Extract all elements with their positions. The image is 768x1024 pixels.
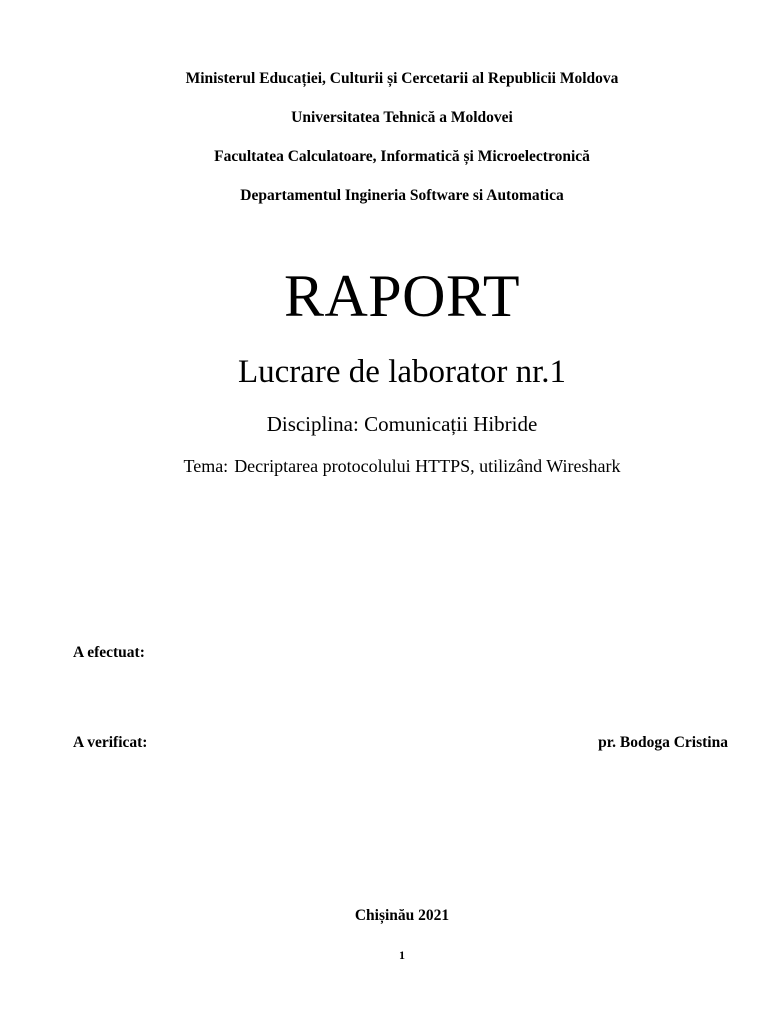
performed-by-label: A efectuat:: [73, 644, 145, 661]
university-heading: Universitatea Tehnică a Moldovei: [291, 109, 513, 126]
department-heading: Departamentul Ingineria Software si Automatica: [240, 187, 564, 204]
topic-text: Decriptarea protocolului HTTPS, utilizând Wireshark: [234, 456, 621, 476]
page-number: 1: [399, 948, 405, 962]
faculty-heading: Facultatea Calculatoare, Informatică și Microelectronică: [214, 148, 590, 165]
discipline-line: Disciplina: Comunicații Hibride: [266, 412, 538, 436]
verified-by-label: A verificat:: [73, 734, 148, 751]
lab-work-subtitle: Lucrare de laborator nr.1: [237, 354, 566, 390]
verifier-name: pr. Bodoga Cristina: [598, 734, 728, 751]
topic-label: Tema:: [183, 456, 229, 476]
topic-line: [18, 456, 768, 477]
report-title: RAPORT: [283, 263, 521, 329]
ministry-heading: Ministerul Educației, Culturii și Cercetarii al Republicii Moldova: [185, 70, 619, 87]
city-year: Chișinău 2021: [354, 907, 450, 924]
